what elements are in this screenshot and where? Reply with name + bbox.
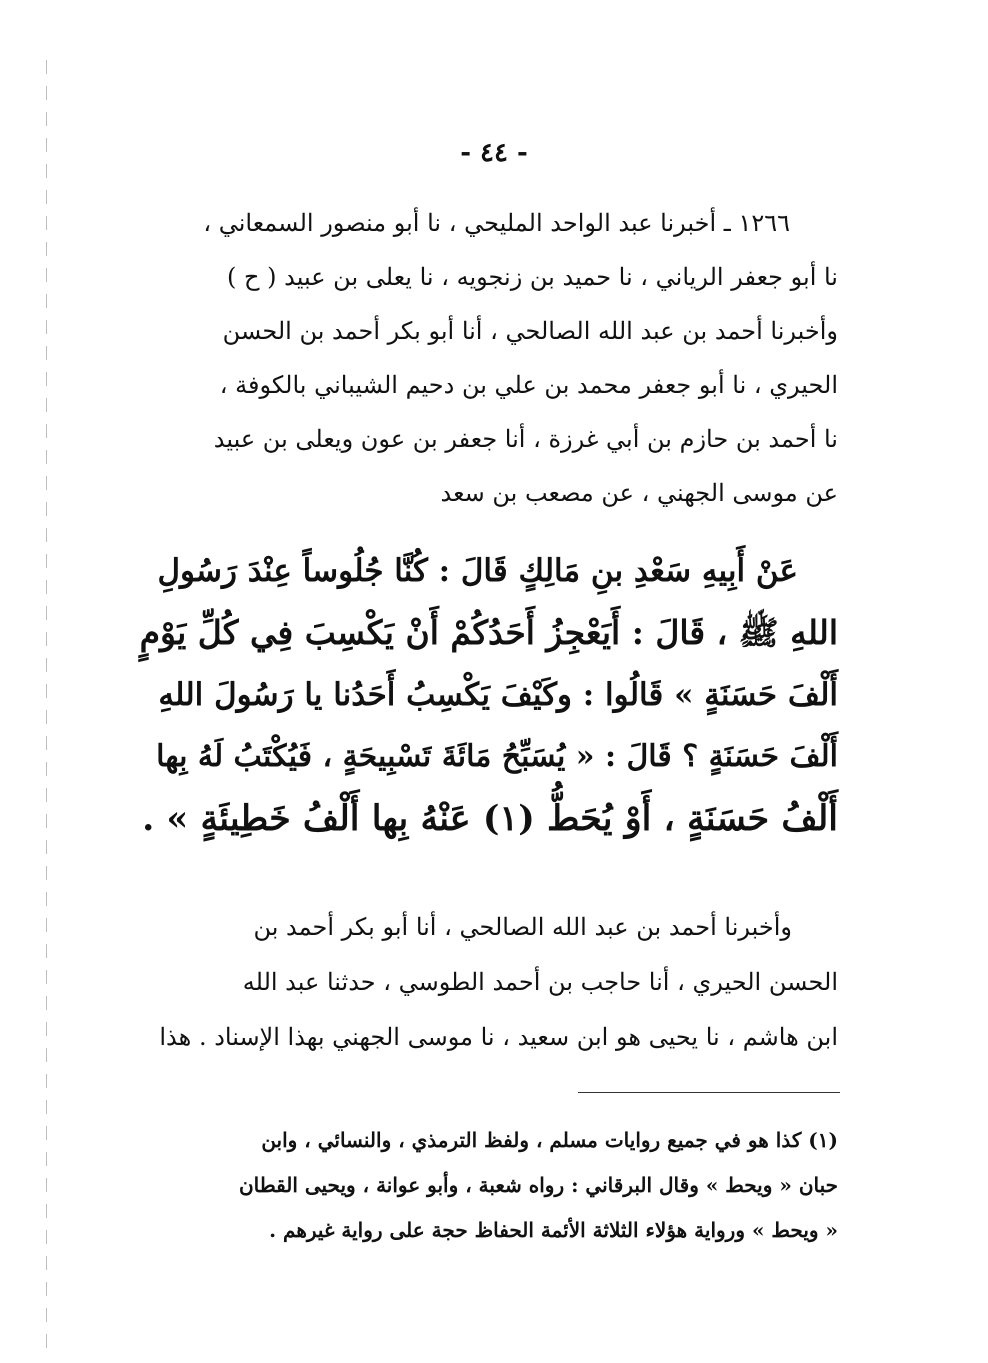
hadith-line: عَنْ أَبِيهِ سَعْدِ بنِ مَالِكٍ قَالَ : كُنَّا جُلُوساً عِنْدَ رَسُولِ xyxy=(157,553,798,589)
hadith-line: أَلْفَ حَسَنَةٍ » قَالُوا : وكَيْفَ يَكْسِبُ أَحَدُنا يا رَسُولَ اللهِ xyxy=(158,677,838,713)
page-number: - ٤٤ - xyxy=(460,138,528,168)
text-line: الحسن الحيري ، أنا حاجب بن أحمد الطوسي ، حدثنا عبد الله xyxy=(242,968,838,996)
text-line: ابن هاشم ، نا يحيى هو ابن سعيد ، نا موسى الجهني بهذا الإسناد . هذا xyxy=(159,1023,838,1051)
hadith-line: اللهِ ﷺ ، قَالَ : أَيَعْجِزُ أَحَدُكُمْ أَنْ يَكْسِبَ فِي كُلِّ يَوْمٍ xyxy=(139,613,838,652)
text-line: ١٢٦٦ ـ أخبرنا عبد الواحد المليحي ، نا أبو منصور السمعاني ، xyxy=(203,209,790,237)
text-line: عن موسى الجهني ، عن مصعب بن سعد xyxy=(440,479,838,507)
margin-line xyxy=(46,60,47,1350)
footnote-line: (١) كذا هو في جميع روايات مسلم ، ولفظ الترمذي ، والنسائي ، وابن xyxy=(261,1128,838,1152)
hadith-text xyxy=(138,540,838,850)
text-line: وأخبرنا أحمد بن عبد الله الصالحي ، أنا أبو بكر أحمد بن xyxy=(253,913,792,941)
footnote-divider xyxy=(578,1092,840,1093)
isnad-paragraph-1 xyxy=(148,196,838,520)
text-line: نا أبو جعفر الرياني ، نا حميد بن زنجويه ، نا يعلى بن عبيد ( ح ) xyxy=(227,263,838,291)
hadith-line: أَلْفُ حَسَنَةٍ ، أَوْ يُحَطُّ (١) عَنْهُ بِها أَلْفُ خَطِيئَةٍ » . xyxy=(142,798,838,839)
footnote-line: « ويحط » ورواية هؤلاء الثلاثة الأئمة الحفاظ حجة على رواية غيرهم . xyxy=(269,1218,838,1242)
text-line: وأخبرنا أحمد بن عبد الله الصالحي ، أنا أبو بكر أحمد بن الحسن xyxy=(222,317,838,345)
footnote-line: حبان « ويحط » وقال البرقاني : رواه شعبة ، وأبو عوانة ، ويحيى القطان xyxy=(238,1173,838,1197)
footnotes xyxy=(148,1118,838,1253)
text-line: الحيري ، نا أبو جعفر محمد بن علي بن دحيم الشيباني بالكوفة ، xyxy=(219,371,838,399)
hadith-line: أَلْفَ حَسَنَةٍ ؟ قَالَ : « يُسَبِّحُ مَائَةَ تَسْبِيحَةٍ ، فَيُكْتَبُ لَهُ بِها xyxy=(156,739,838,774)
text-line: نا أحمد بن حازم بن أبي غرزة ، أنا جعفر بن عون ويعلى بن عبيد xyxy=(213,425,838,453)
isnad-paragraph-2 xyxy=(148,900,838,1065)
